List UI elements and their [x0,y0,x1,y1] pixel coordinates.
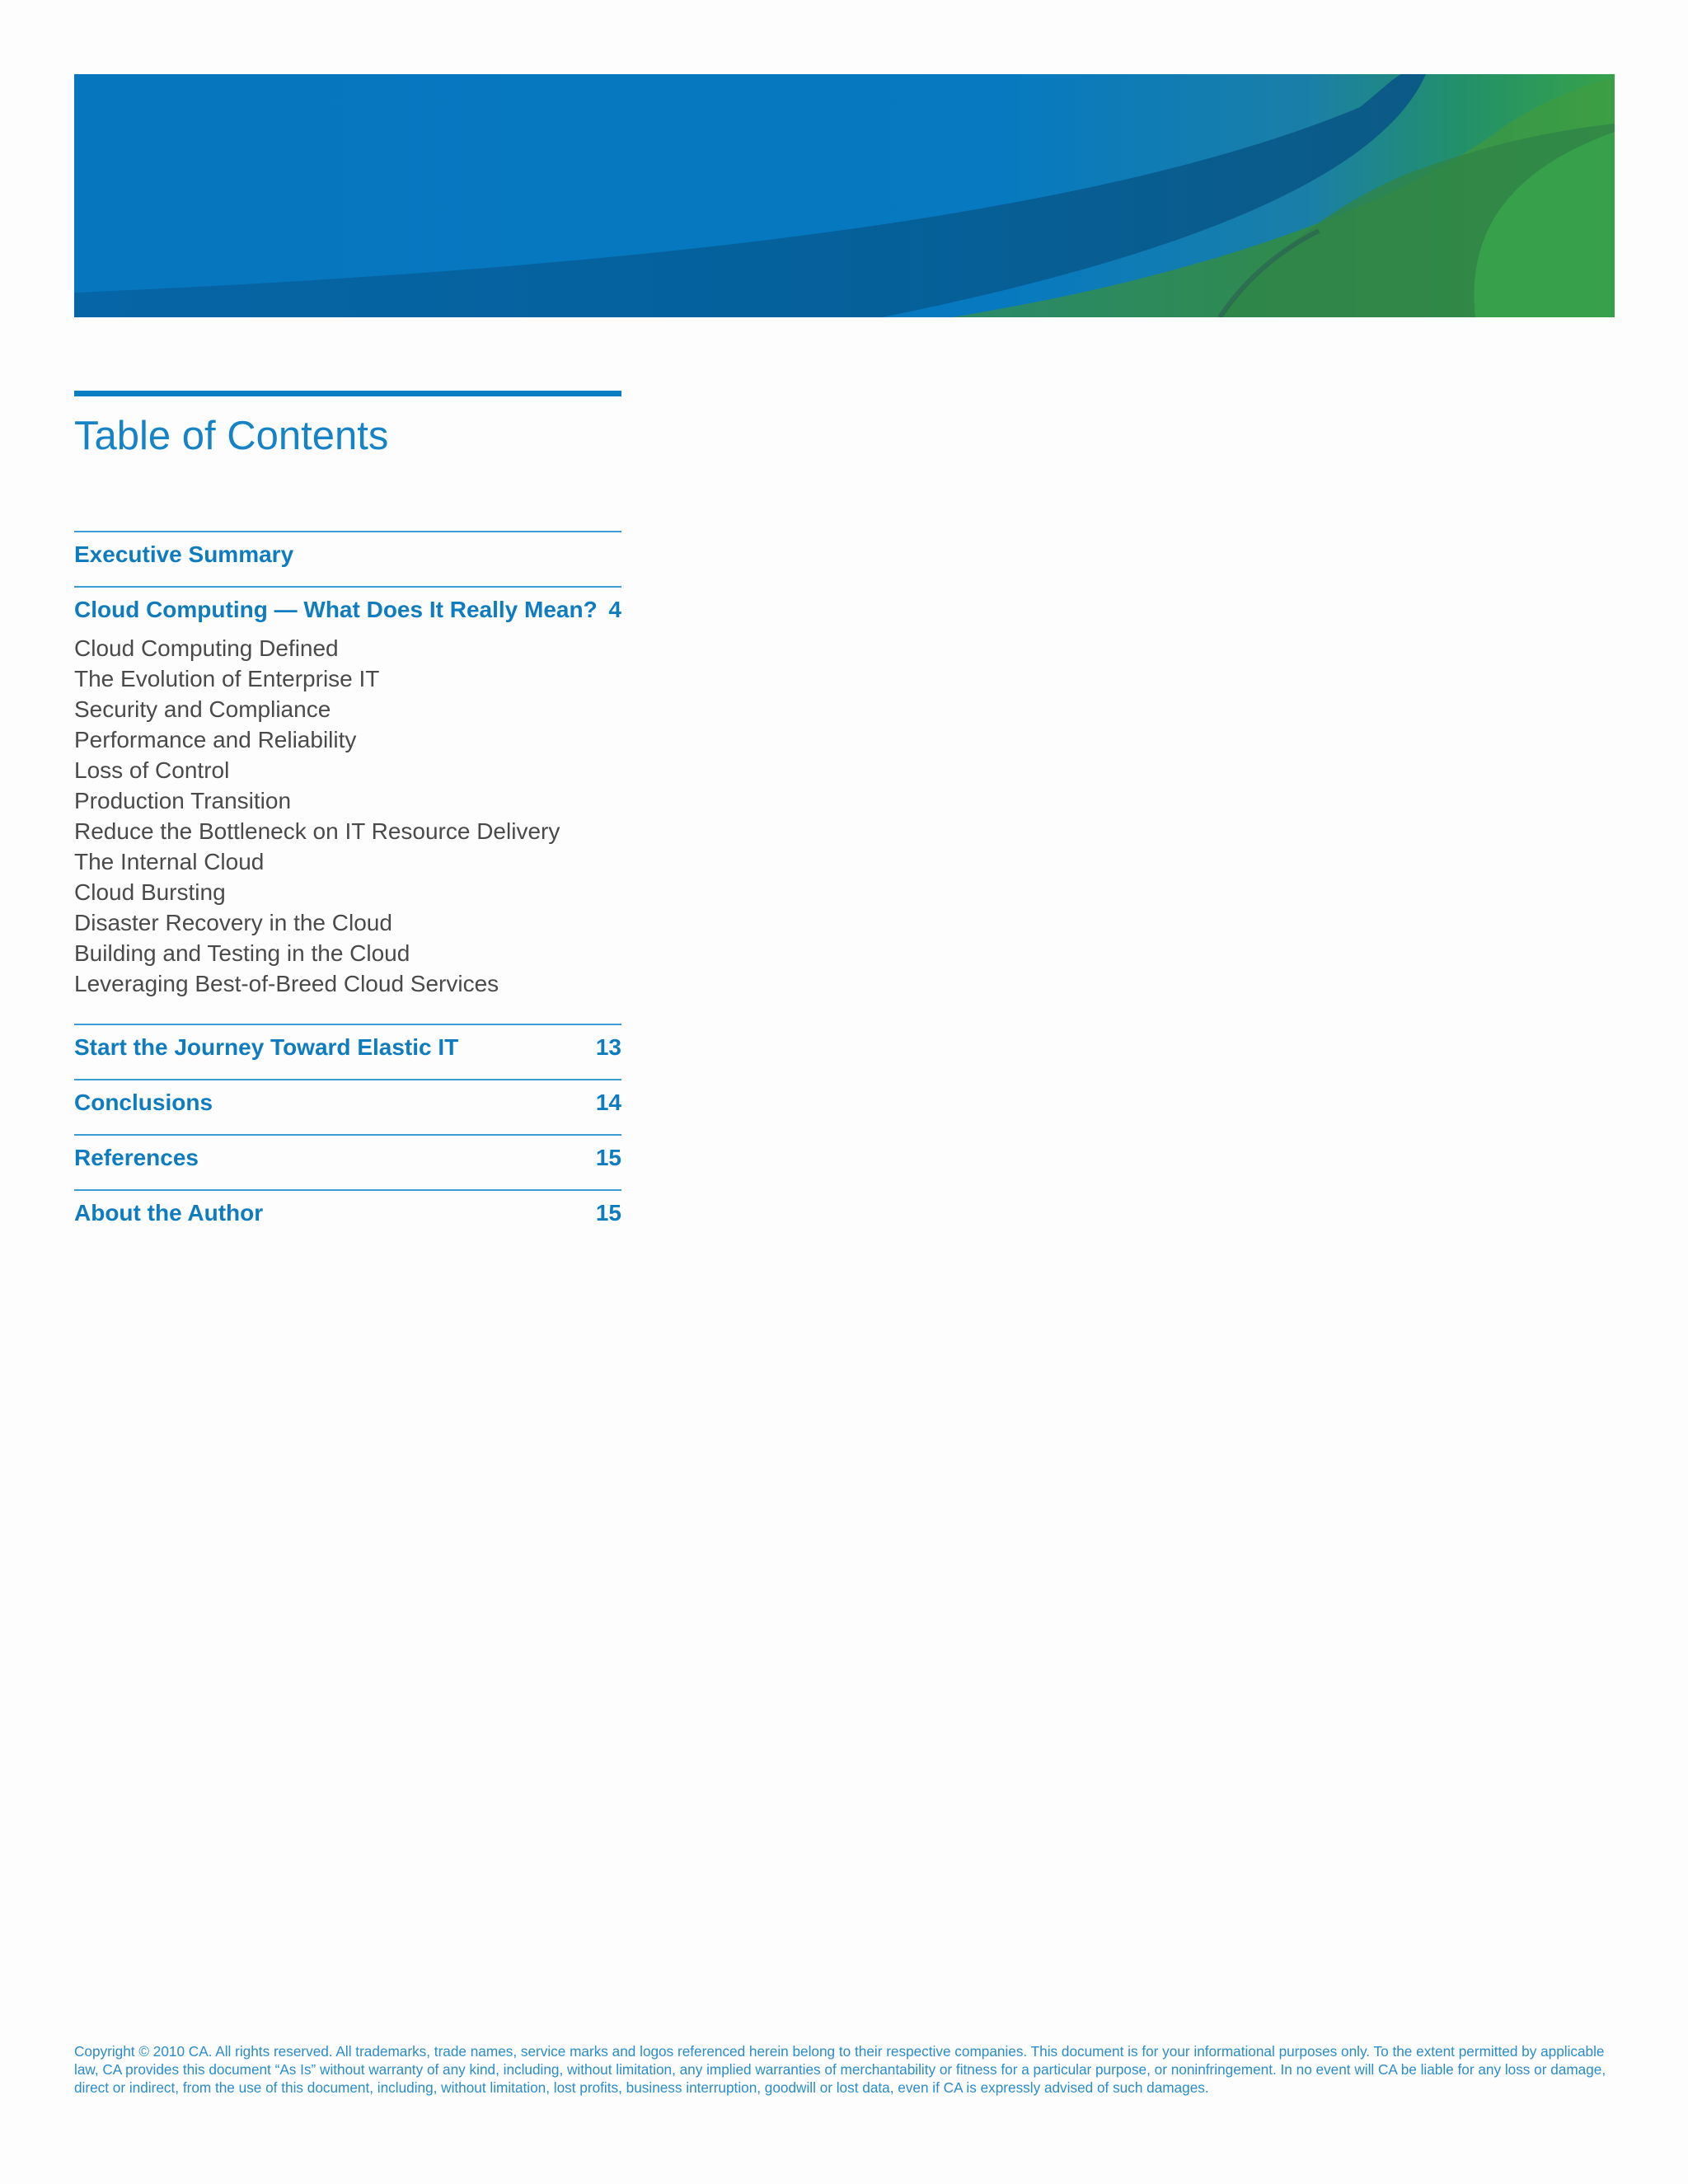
toc-title: Table of Contents [74,414,389,458]
toc-section-page: 15 [595,1145,621,1170]
toc-subsection-item[interactable]: Leveraging Best-of-Breed Cloud Services [74,971,499,996]
toc-section [74,1189,621,1244]
toc-section [74,1134,621,1189]
toc-subsection-item[interactable]: The Internal Cloud [74,849,265,874]
toc-subsection-item[interactable]: Cloud Computing Defined [74,635,339,661]
toc-section [74,1024,621,1079]
toc-section [74,586,621,999]
toc-subsection-list [74,633,621,999]
toc-subsection-item[interactable]: Disaster Recovery in the Cloud [74,910,392,935]
toc-subsection-item[interactable]: Building and Testing in the Cloud [74,940,410,966]
toc-section-title[interactable]: Start the Journey Toward Elastic IT [74,1034,459,1060]
toc-section-title[interactable]: Conclusions [74,1090,213,1115]
toc-subsection-item[interactable]: Security and Compliance [74,696,331,722]
header-banner [74,74,1615,317]
toc-subsection-item[interactable]: Reduce the Bottleneck on IT Resource Delivery [74,818,560,844]
toc-section-page: 14 [595,1090,621,1115]
toc-section-title[interactable]: Cloud Computing — What Does It Really Mean? [74,597,598,622]
toc-section-page: 15 [595,1200,621,1226]
toc-section [74,1079,621,1134]
toc-section-page: 13 [595,1034,621,1060]
copyright-footer: Copyright © 2010 CA. All rights reserved. All trademarks, trade names, service marks and logos referenced herein belong to their respective companies. This document is for your informational purposes only. To the extent permitted by applicable law, CA provides this document “As Is” without warranty of any kind, including, without limitation, any implied warranties of merchantability or fitness for a particular purpose, or noninfringement. In no event will CA be liable for any loss or damage, direct or indirect, from the use of this document, including, without limitation, lost profits, business interruption, goodwill or lost data, even if CA is expressly advised of such damages. [74,2043,1606,2096]
toc-section-title[interactable]: About the Author [74,1200,264,1226]
banner-graphic [74,74,1615,317]
table-of-contents [74,391,621,1244]
toc-top-rule [74,391,621,396]
toc-subsection-item[interactable]: Cloud Bursting [74,879,226,905]
toc-subsection-item[interactable]: Performance and Reliability [74,727,357,752]
toc-section-page: 4 [608,597,621,622]
toc-subsection-item[interactable]: Production Transition [74,788,292,813]
toc-section [74,531,621,586]
toc-section-title[interactable]: References [74,1145,199,1170]
toc-subsection-item[interactable]: Loss of Control [74,757,230,783]
toc-subsection-item[interactable]: The Evolution of Enterprise IT [74,666,380,691]
toc-section-title[interactable]: Executive Summary [74,541,294,567]
